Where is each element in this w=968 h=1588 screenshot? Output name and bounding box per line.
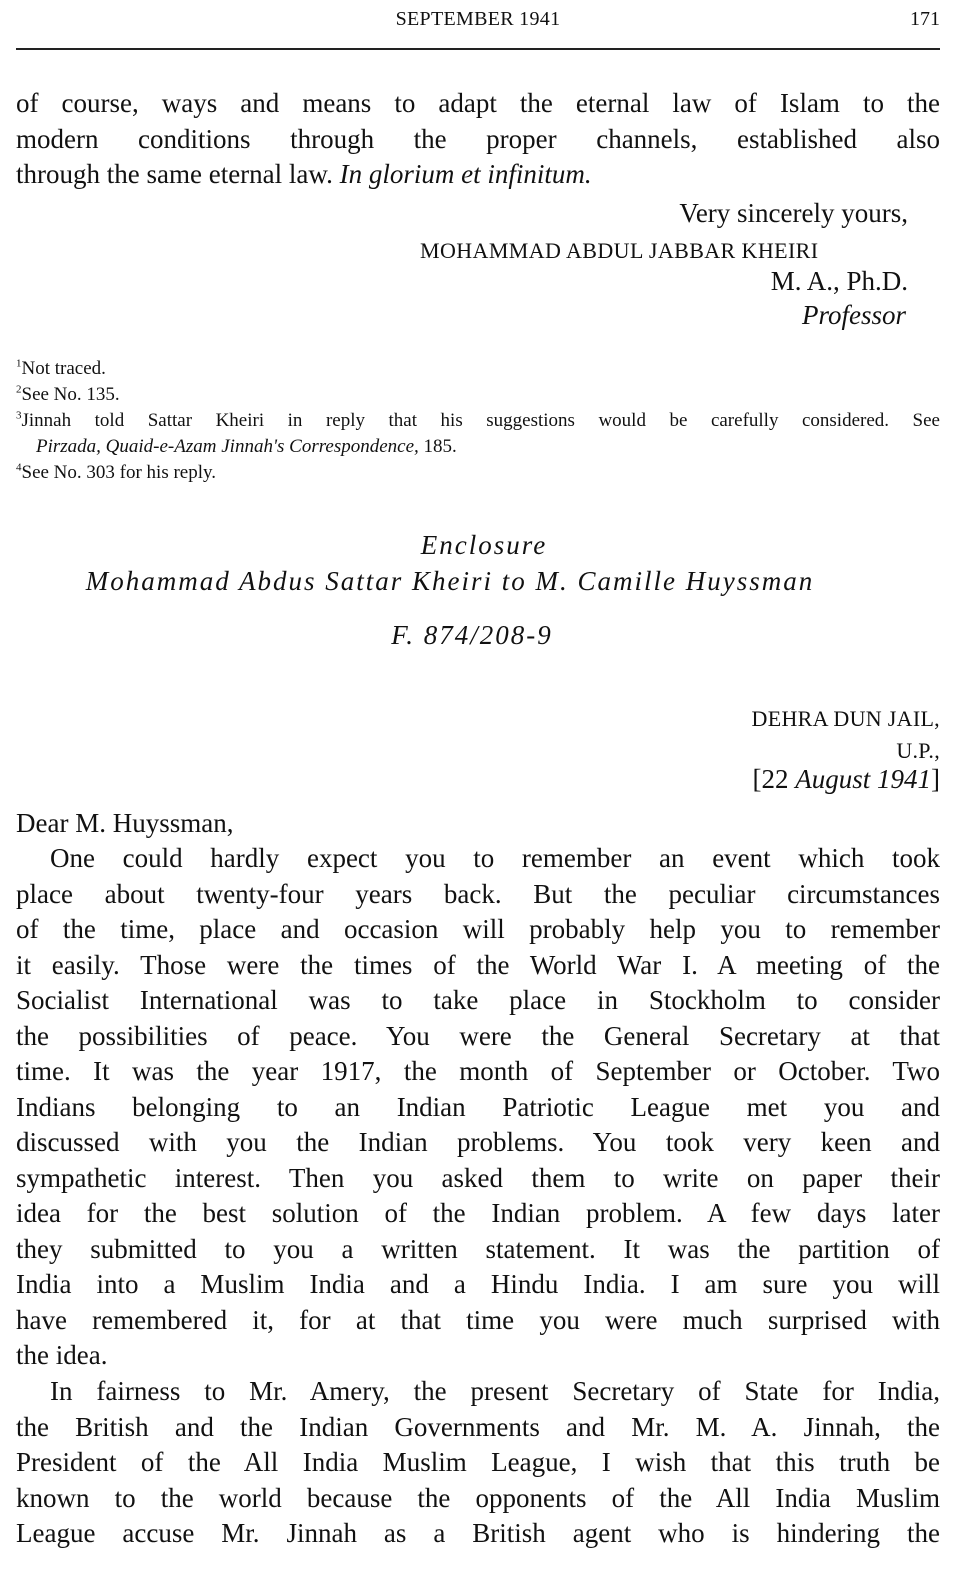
text-line: the British and the Indian Governments and Mr. M. A. Jinnah, the [16, 1411, 940, 1442]
text-line: Indians belonging to an Indian Patriotic League met you and [16, 1091, 940, 1122]
text-line: modern conditions through the proper channels, established also [16, 123, 940, 154]
letter-address-line-1: DEHRA DUN JAIL, [751, 706, 940, 731]
signature-degrees: M. A., Ph.D. [770, 266, 908, 296]
file-reference: F. 874/208-9 [391, 620, 553, 650]
date-bracket-close: ] [931, 764, 940, 794]
text-line: discussed with you the Indian problems. You took very keen and [16, 1127, 940, 1157]
running-header [16, 6, 940, 42]
footnotes [16, 356, 940, 486]
text-line: One could hardly expect you to remember an event which took [50, 843, 940, 873]
text-line: the possibilities of peace. You were the General Secretary at that [16, 1020, 940, 1051]
text-line: of course, ways and means to adapt the eternal law of Islam to the [16, 88, 940, 118]
letter-paragraph-1 [16, 841, 940, 1374]
page-number: 171 [910, 8, 940, 30]
footnote-text: Not traced. [21, 358, 106, 379]
letter-paragraph-2 [16, 1374, 940, 1552]
salutation-line: Dear M. Huyssman, [16, 808, 234, 838]
footnote-mark: 1 [16, 357, 22, 370]
footnote-text: Jinnah told Sattar Kheiri in reply that his suggestions would be carefully considered. See [21, 410, 940, 431]
text-line: President of the All India Muslim League, I wish that this truth be [16, 1447, 940, 1477]
footnote-mark: 4 [16, 461, 22, 474]
intro-paragraph [16, 86, 940, 193]
text-line: the idea. [16, 1340, 108, 1370]
text-line: it easily. Those were the times of the World War I. A meeting of the [16, 949, 940, 980]
date-bracket-open: [22 [752, 764, 796, 794]
letter-address-line-2: U.P., [896, 738, 940, 763]
enclosure-heading: Enclosure [420, 530, 548, 560]
footnote-text: See No. 303 for his reply. [21, 462, 217, 483]
footnote-text: See No. 135. [21, 384, 120, 405]
footnote-3 [16, 408, 940, 434]
letter-date [752, 764, 940, 795]
signature-name: MOHAMMAD ABDUL JABBAR KHEIRI [420, 238, 819, 263]
text-line: known to the world because the opponents of the All India Muslim [16, 1482, 940, 1513]
header-title: SEPTEMBER 1941 [395, 8, 561, 30]
header-rule [16, 48, 940, 50]
footnote-2 [16, 382, 940, 408]
footnote-3-continuation [16, 434, 940, 460]
text-line: time. It was the year 1917, the month of September or October. Two [16, 1056, 940, 1086]
date-text: August 1941 [795, 764, 931, 794]
footnote-4 [16, 460, 940, 486]
text-line: have remembered it, for at that time you were much surprised with [16, 1304, 940, 1335]
footnote-1 [16, 356, 940, 382]
text-line: of the time, place and occasion will probably help you to remember [16, 914, 940, 944]
footnote-mark: 3 [16, 409, 22, 422]
footnote-citation: Pirzada, Quaid-e-Azam Jinnah's Correspondence, [36, 436, 419, 457]
latin-phrase: In glorium et infinitum. [339, 159, 592, 189]
letter-salutation [16, 806, 940, 842]
text-line: Socialist International was to take place in Stockholm to consider [16, 985, 940, 1015]
signature-title: Professor [801, 300, 906, 330]
text-line: they submitted to you a written statement. It was the partition of [16, 1233, 940, 1264]
text-line [16, 157, 940, 193]
footnote-text: 185. [418, 436, 457, 457]
text-line: place about twenty-four years back. But the peculiar circumstances [16, 878, 940, 909]
footnote-mark: 2 [16, 383, 22, 396]
text-run: through the same eternal law. [16, 159, 340, 189]
text-line: In fairness to Mr. Amery, the present Secretary of State for India, [50, 1376, 940, 1406]
text-line: League accuse Mr. Jinnah as a British agent who is hindering the [16, 1518, 940, 1548]
enclosure-subtitle: Mohammad Abdus Sattar Kheiri to M. Camille Huyssman [85, 566, 815, 596]
text-line: India into a Muslim India and a Hindu India. I am sure you will [16, 1269, 940, 1299]
text-line: idea for the best solution of the Indian problem. A few days later [16, 1198, 940, 1228]
text-line: sympathetic interest. Then you asked them to write on paper their [16, 1162, 940, 1193]
signature-closing: Very sincerely yours, [679, 198, 908, 228]
